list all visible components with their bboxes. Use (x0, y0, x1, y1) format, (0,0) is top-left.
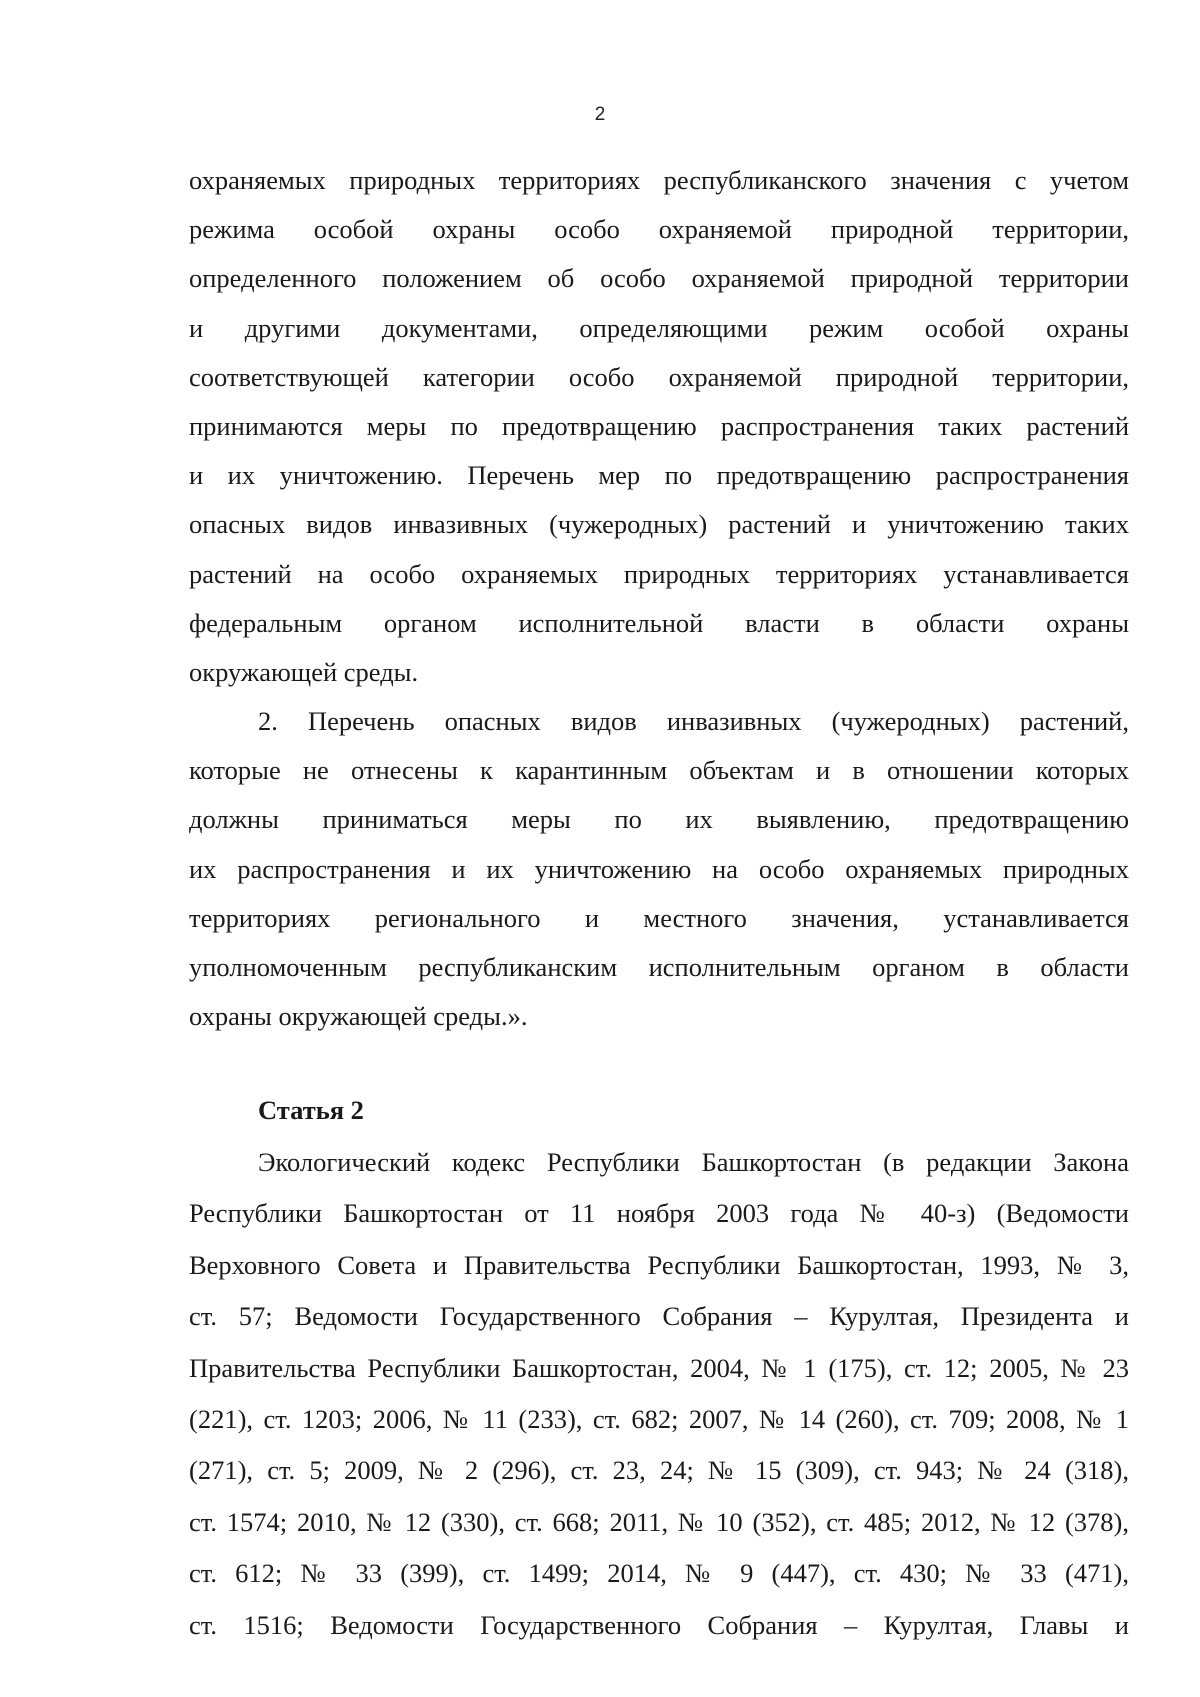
text-line: и их уничтожению. Перечень мер по предотвращению распространения (189, 460, 1129, 491)
text-line: принимаются меры по предотвращению распространения таких растений (189, 410, 1129, 441)
text-line: ст. 612; № 33 (399), ст. 1499; 2014, № 9 (447), ст. 430; № 33 (471), (189, 1558, 1129, 1589)
text-line: Верховного Совета и Правительства Республики Башкортостан, 1993, № 3, (189, 1249, 1129, 1280)
text-line: которые не отнесены к карантинным объектам и в отношении которых (189, 755, 1129, 786)
text-line: (271), ст. 5; 2009, № 2 (296), ст. 23, 24; № 15 (309), ст. 943; № 24 (318), (189, 1455, 1129, 1486)
paragraph-first-line: Экологический кодекс Республики Башкортостан (в редакции Закона (258, 1147, 1129, 1177)
text-line: уполномоченным республиканским исполнительным органом в области (189, 952, 1129, 982)
text-line: ст. 1516; Ведомости Государственного Собрания – Курултая, Главы и (189, 1609, 1129, 1640)
text-line: должны приниматься меры по их выявлению, предотвращению (189, 804, 1129, 835)
text-line: ст. 1574; 2010, № 12 (330), ст. 668; 2011, № 10 (352), ст. 485; 2012, № 12 (378), (189, 1506, 1129, 1537)
text-line: Правительства Республики Башкортостан, 2004, № 1 (175), ст. 12; 2005, № 23 (189, 1352, 1129, 1383)
text-line: Республики Башкортостан от 11 ноября 2003 года № 40-з) (Ведомости (189, 1198, 1129, 1229)
text-line: их распространения и их уничтожению на особо охраняемых природных (189, 853, 1129, 884)
text-line: федеральным органом исполнительной власти в области охраны (189, 607, 1129, 638)
text-line: и другими документами, определяющими режим особой охраны (189, 312, 1129, 343)
text-line: (221), ст. 1203; 2006, № 11 (233), ст. 682; 2007, № 14 (260), ст. 709; 2008, № 1 (189, 1403, 1129, 1434)
text-line: соответствующей категории особо охраняемой природной территории, (189, 361, 1129, 392)
text-line: окружающей среды. (189, 656, 419, 687)
paragraph-2-first-line: 2. Перечень опасных видов инвазивных (чужеродных) растений, (258, 706, 1129, 737)
page-number: 2 (594, 104, 606, 125)
text-line: режима особой охраны особо охраняемой природной территории, (189, 214, 1129, 245)
section-1-text (189, 156, 1129, 1041)
article-heading: Статья 2 (258, 1095, 364, 1125)
section-2-text (189, 1137, 1129, 1651)
text-line: охраняемых природных территориях республиканского значения с учетом (189, 165, 1129, 195)
text-line: охраны окружающей среды.». (189, 1001, 528, 1032)
text-line: определенного положением об особо охраняемой природной территории (189, 263, 1129, 294)
text-line: ст. 57; Ведомости Государственного Собрания – Курултая, Президента и (189, 1301, 1129, 1332)
text-line: растений на особо охраняемых природных территориях устанавливается (189, 558, 1129, 589)
text-line: опасных видов инвазивных (чужеродных) растений и уничтожению таких (189, 509, 1129, 540)
text-line: территориях регионального и местного значения, устанавливается (189, 902, 1129, 933)
